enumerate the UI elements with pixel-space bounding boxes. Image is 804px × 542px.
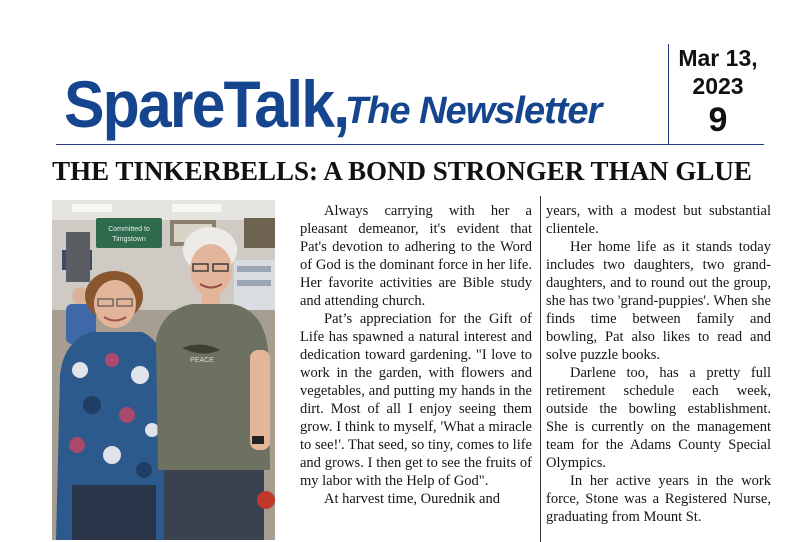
article-photo: [52, 200, 275, 540]
column2-paragraph-3: In her active years in the work force, Stone was a Registered Nurse, graduating from Mount St.: [546, 473, 771, 525]
issue-date-year: 2023: [692, 73, 744, 99]
photo-illustration: [52, 200, 275, 540]
photo-sign-line2: Timgstown: [112, 236, 146, 243]
column2-paragraph-1: Her home life as it stands today includes two daughters, two grand-daughters, and to round out the group, she has two 'grand-puppies'. When she finds time between family and bowling, Pat also likes to read and solve puzzle books.: [546, 239, 771, 363]
column1-paragraph-1: Always carrying with her a pleasant demeanor, it's evident that Pat's devotion to adhering to the Word of God is the dominant force in her life. Her favorite activities are Bible study and attending church.: [300, 203, 532, 309]
column1-paragraph-3: At harvest time, Ourednik and: [324, 491, 500, 507]
issue-date-month-day: Mar 13,: [678, 45, 758, 71]
issue-number: 9: [708, 101, 728, 139]
masthead: [64, 66, 373, 142]
masthead-horizontal-divider: [56, 144, 764, 145]
article-column-1: [300, 202, 532, 508]
newsletter-brand: SpareTalk,: [64, 67, 349, 141]
issue-info: [672, 44, 764, 140]
photo-shirt-text: PEACE: [190, 357, 214, 364]
column-divider: [540, 196, 541, 542]
column1-paragraph-2: Pat’s appreciation for the Gift of Life has spawned a natural interest and dedication toward gardening. "I love to work in the garden, with flowers and vegetables, and putting my hands in the dirt. Most of all I enjoy seeing them grow. I think to myself, 'What a miracle to see!'. That seed, so tiny, comes to life and grows. I then get to see the fruits of my labor with the Help of God".: [300, 311, 532, 489]
photo-sign-line1: Committed to: [108, 226, 150, 233]
column2-continuation: years, with a modest but substantial clientele.: [546, 203, 771, 237]
article-column-2: [546, 202, 771, 526]
column2-paragraph-2: Darlene too, has a pretty full retirement schedule each week, outside the bowling establishment. She is currently on the management team for the Adams County Special Olympics.: [546, 365, 771, 471]
newsletter-subtitle: The Newsletter: [345, 90, 602, 132]
article-headline: THE TINKERBELLS: A BOND STRONGER THAN GLUE: [52, 156, 752, 186]
masthead-vertical-divider: [668, 44, 669, 144]
